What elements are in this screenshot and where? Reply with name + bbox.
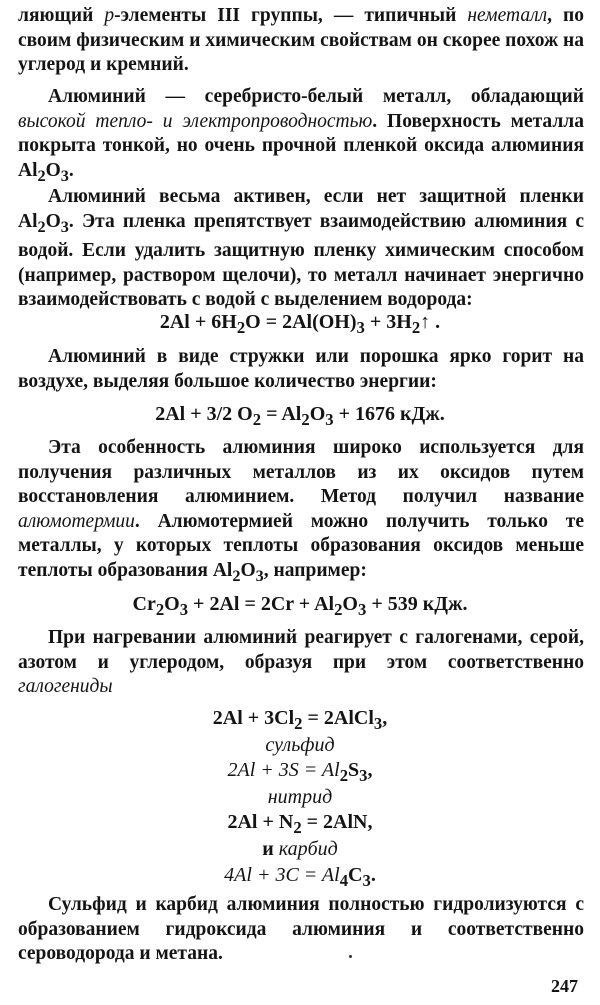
subscript: 3 bbox=[357, 600, 367, 619]
text-run: , по своим физическим и химическим свойствам он скорее похож на углерод и кремний. bbox=[18, 5, 584, 76]
text-run: . bbox=[68, 159, 74, 181]
eq-text: 2Al + 3S = Al bbox=[227, 759, 340, 781]
page-number: 247 bbox=[551, 976, 578, 996]
text-run: Сульфид и карбид алюминия полностью гидролизуются с образованием гидроксида алюминия и соответственно сероводорода и метана. bbox=[18, 894, 584, 965]
eq-text: = 2AlCl bbox=[302, 707, 374, 729]
subscript: 3 bbox=[373, 714, 383, 733]
text-run: -элементы III группы, — типичный bbox=[114, 5, 468, 26]
subscript: 3 bbox=[255, 566, 264, 585]
text-run: Алюминий весьма активен, если нет защитной пленки Al bbox=[18, 186, 584, 232]
subscript: 2 bbox=[411, 318, 421, 337]
equation-carbide bbox=[0, 862, 600, 894]
subscript: 3 bbox=[179, 600, 189, 619]
eq-text: 2Al + 3/2 O bbox=[155, 403, 253, 425]
eq-text: = Al bbox=[261, 403, 302, 425]
italic-term: карбид bbox=[278, 838, 338, 860]
text-run: Алюминий — серебристо-белый металл, обладающий bbox=[48, 86, 584, 107]
subscript: 2 bbox=[301, 410, 310, 429]
subscript: 2 bbox=[339, 766, 349, 785]
print-speck bbox=[349, 955, 352, 958]
paragraph-aluminothermy bbox=[18, 436, 584, 588]
subscript: 2 bbox=[232, 566, 241, 585]
text-run: . Алюмотермией можно получить только те металлы, у которых теплоты образования оксидов меньше теплоты образования Al bbox=[18, 510, 584, 581]
subscript: 2 bbox=[294, 714, 303, 733]
subscript: 2 bbox=[334, 600, 343, 619]
italic-term: галогениды bbox=[18, 676, 113, 698]
subscript: 3 bbox=[325, 410, 334, 429]
eq-text: O bbox=[164, 593, 180, 615]
text-run: Эта особенность алюминия широко используется для получения различных металлов из их оксидов путем восстановления алюминием. Метод получил название bbox=[18, 437, 584, 508]
label-carbide bbox=[0, 836, 600, 862]
italic-term: p bbox=[104, 5, 115, 26]
subscript: 4 bbox=[339, 871, 349, 890]
subscript: 3 bbox=[362, 871, 371, 890]
eq-text: S bbox=[348, 759, 360, 781]
eq-text: = 2AlN, bbox=[301, 811, 373, 833]
eq-text: 2Al + 3Cl bbox=[212, 707, 295, 729]
text-run: O bbox=[240, 559, 256, 581]
subscript: 3 bbox=[60, 166, 69, 185]
eq-text: + 1676 кДж. bbox=[333, 403, 445, 425]
eq-text: C bbox=[348, 864, 363, 886]
eq-text: + 3H bbox=[364, 311, 412, 333]
eq-text: 2Al + 6H bbox=[159, 311, 237, 333]
italic-term: высокой тепло- и электропроводностью bbox=[18, 110, 373, 132]
eq-text: и bbox=[262, 838, 279, 860]
text-run: O bbox=[45, 210, 61, 232]
paragraph-nonmetal bbox=[18, 4, 584, 78]
subscript: 3 bbox=[60, 217, 69, 236]
subscript: 2 bbox=[155, 600, 165, 619]
subscript: 2 bbox=[252, 410, 262, 429]
text-run: , например: bbox=[263, 559, 367, 581]
label-sulfide bbox=[0, 732, 600, 758]
paragraph-halogens bbox=[18, 626, 584, 700]
subscript: 2 bbox=[236, 318, 246, 337]
eq-text: + 2Al = 2Cr + Al bbox=[188, 593, 335, 615]
italic-term: нитрид bbox=[267, 786, 333, 808]
paragraph-combustion bbox=[18, 345, 584, 394]
text-run: При нагревании алюминий реагирует с галогенами, серой, азотом и углеродом, образуя при этом соответственно bbox=[18, 627, 584, 673]
label-nitride bbox=[0, 784, 600, 810]
subscript: 2 bbox=[293, 818, 302, 837]
italic-term: алюмотермии bbox=[18, 510, 135, 532]
eq-text: O = 2Al(OH) bbox=[245, 311, 357, 333]
eq-text: . bbox=[370, 864, 376, 886]
text-run: O bbox=[45, 159, 61, 181]
eq-text: O bbox=[342, 593, 358, 615]
eq-text: Cr bbox=[132, 593, 156, 615]
equation-aluminothermy bbox=[0, 591, 600, 623]
eq-text: + 539 кДж. bbox=[366, 593, 468, 615]
eq-text: , bbox=[367, 759, 373, 781]
italic-term: сульфид bbox=[265, 734, 335, 756]
text-run: . Эта пленка препятствует взаимодействию алюминия с водой. Если удалить защитную пленку химическим способом (например, раствором щелочи), то металл начинает энергично взаимодействовать с водой с выделением водорода: bbox=[18, 210, 584, 311]
eq-text: 2Al + N bbox=[227, 811, 294, 833]
italic-term: неметалл bbox=[467, 5, 548, 26]
subscript: 3 bbox=[359, 766, 368, 785]
text-run: Алюминий в виде стружки или порошка ярко горит на воздухе, выделяя большое количество энергии: bbox=[18, 346, 584, 392]
equation-combustion bbox=[0, 401, 600, 433]
equation-water-reaction bbox=[0, 309, 600, 341]
subscript: 3 bbox=[356, 318, 365, 337]
eq-text: 4Al + 3C = Al bbox=[224, 864, 340, 886]
subscript: 2 bbox=[37, 217, 46, 236]
paragraph-hydrolysis bbox=[18, 893, 584, 967]
paragraph-oxide-film bbox=[18, 185, 584, 313]
eq-text: , bbox=[382, 707, 388, 729]
paragraph-aluminium-properties bbox=[18, 85, 584, 188]
eq-text: O bbox=[309, 403, 326, 425]
text-run: . Поверхность металла покрыта тонкой, но очень прочной пленкой оксида алюминия Al bbox=[18, 110, 584, 181]
text-run: ляющий bbox=[18, 5, 105, 26]
eq-text: ↑ . bbox=[420, 311, 441, 333]
subscript: 2 bbox=[37, 166, 46, 185]
